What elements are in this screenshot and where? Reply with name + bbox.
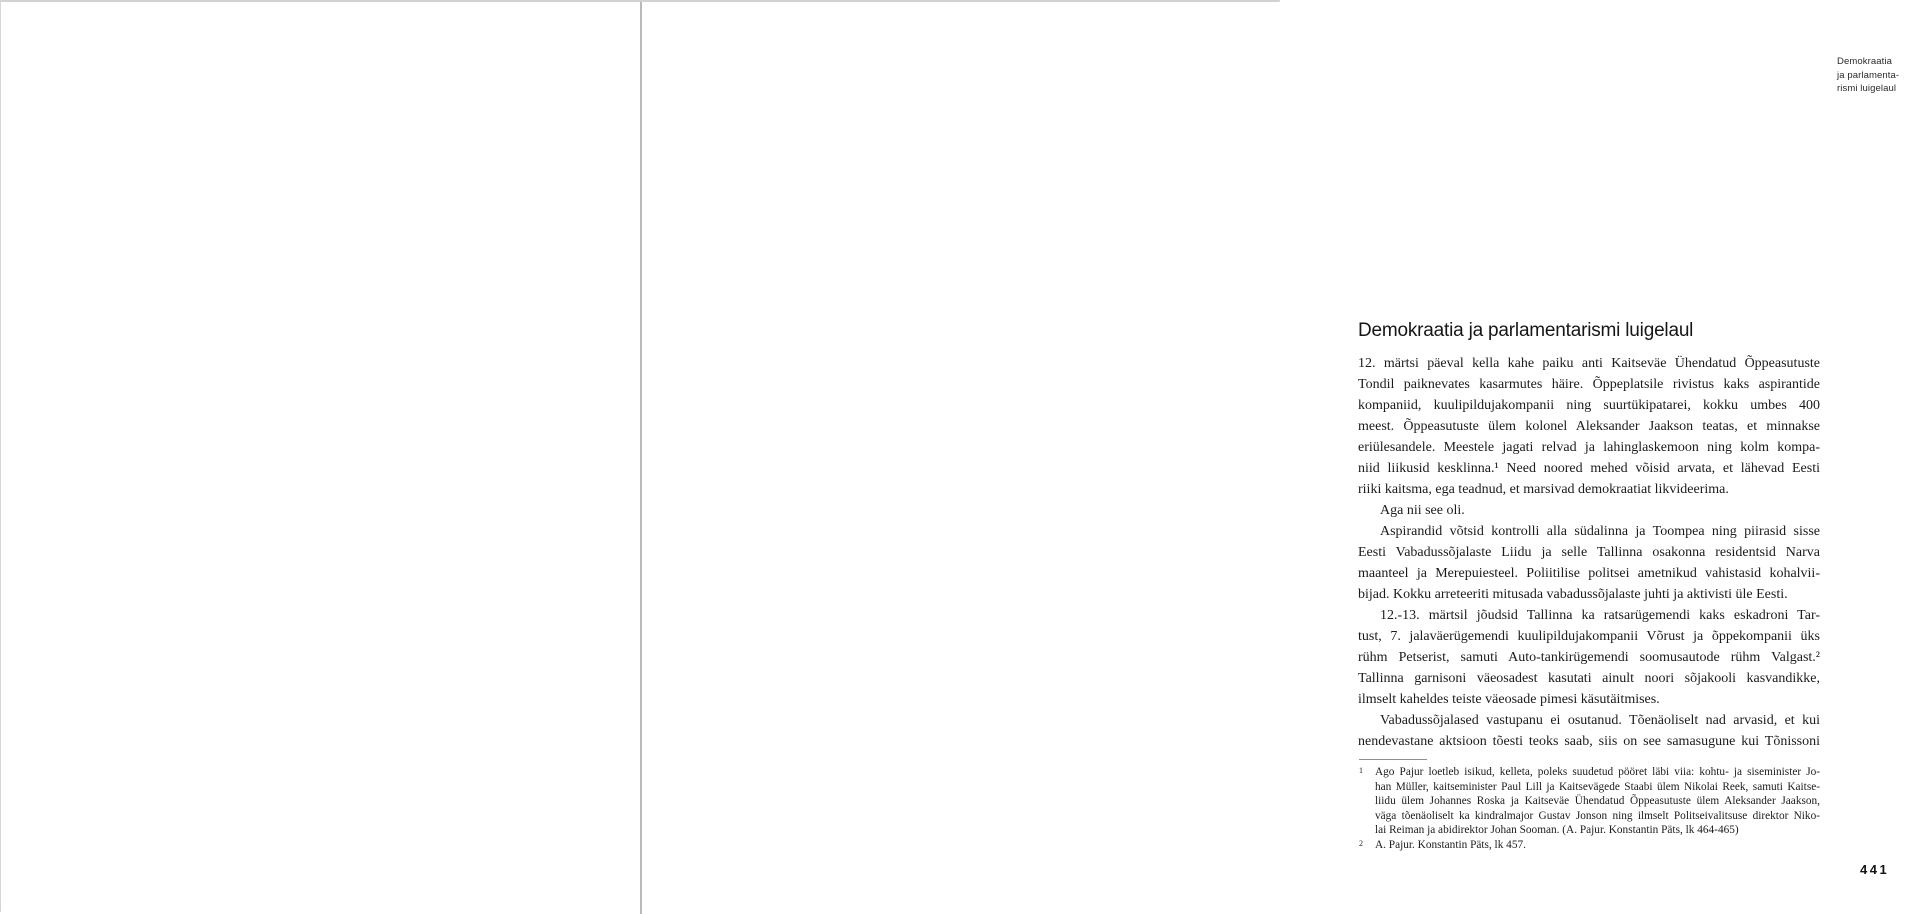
body-line: nendevastane aktsioon tõesti teoks saab, siis on see samasugune kui Tõnissoni: [1358, 734, 1820, 749]
body-line: Vabadussõjalased vastupanu ei osutanud. Tõenäoliselt nad arvasid, et kui: [1380, 713, 1820, 728]
footnote-line: väga tõenäoliselt ka kindralmajor Gustav Jonson ning ilmselt Politseivalitsuse direktor Niko-: [1375, 809, 1820, 822]
left-page: [1, 2, 640, 914]
footnote-line: han Müller, kaitseminister Paul Lill ja Kaitsevägede Staabi ülem Nikolai Reek, samuti Kaitse-: [1375, 780, 1820, 793]
section-heading: Demokraatia ja parlamentarismi luigelaul: [1358, 320, 1694, 341]
body-line: tust, 7. jalaväerügemendi kuulipildujakompanii Võrust ja õppekompanii üks: [1358, 629, 1820, 644]
footnote-line: Ago Pajur loetleb isikud, kelleta, poleks suudetud pööret läbi viia: kohtu- ja siseminister Jo-: [1375, 766, 1820, 778]
footnote-marker: 2: [1359, 838, 1363, 848]
page-number: 441: [1860, 862, 1890, 877]
footnote-line: liidu ülem Johannes Roska ja Kaitseväe Ühendatud Õppeasutuste ülem Aleksander Jaakson,: [1375, 795, 1820, 807]
body-line: Tallinna garnisoni väeosadest kasutati ainult noori sõjakooli kasvandikke,: [1358, 671, 1820, 686]
body-text: [1358, 353, 1820, 752]
body-line: 12.-13. märtsil jõudsid Tallinna ka ratsarügemendi kaks eskadroni Tar-: [1380, 608, 1820, 623]
footnote-line: lai Reiman ja abidirektor Johan Sooman. (A. Pajur. Konstantin Päts, lk 464-465): [1375, 824, 1739, 836]
body-line: riiki kaitsma, ega teadnud, et marsivad demokraatiat likvideerima.: [1358, 482, 1729, 497]
body-line: maanteel ja Merepuiesteel. Poliitilise politsei ametnikud vahistasid kohalvii-: [1358, 566, 1820, 581]
footnotes-block: [1358, 765, 1820, 852]
footnote-line: A. Pajur. Konstantin Päts, lk 457.: [1375, 838, 1526, 851]
margin-header-line: rismi luigelaul: [1837, 83, 1897, 94]
body-line: kompaniid, kuulipildujakompanii ning suurtükipatarei, kokku umbes 400: [1358, 398, 1820, 413]
body-line: Tondil paiknevates kasarmutes häire. Õppeplatsile rivistus kaks aspirantide: [1358, 377, 1820, 392]
footnote: [1358, 838, 1820, 853]
body-line: Aga nii see oli.: [1380, 503, 1465, 518]
footnote-marker: 1: [1359, 766, 1363, 775]
margin-header-line: ja parlamenta-: [1837, 69, 1900, 81]
body-line: rühm Petserist, samuti Auto-tankirügemendi soomusautode rühm Valgast.²: [1358, 650, 1820, 665]
body-line: Aspirandid võtsid kontrolli alla südalinna ja Toompea ning piirasid sisse: [1380, 524, 1820, 539]
body-line: bijad. Kokku arreteeriti mitusada vabadussõjalaste juhti ja aktivisti üle Eesti.: [1358, 587, 1788, 602]
body-line: ilmselt kaheldes teiste väeosade pimesi käsutäitmises.: [1358, 692, 1660, 707]
body-line: eriülesandele. Meestele jagati relvad ja lahinglaskemoon ning kolm kompa-: [1358, 440, 1820, 455]
right-page: [642, 2, 1900, 914]
body-line: Eesti Vabadussõjalaste Liidu ja selle Tallinna osakonna residentsid Narva: [1358, 545, 1820, 560]
body-line: niid liikusid kesklinna.¹ Need noored mehed võisid arvata, et lähevad Eesti: [1358, 461, 1820, 476]
footnote-rule: [1359, 759, 1427, 760]
margin-header-line: Demokraatia: [1837, 56, 1892, 67]
body-line: meest. Õppeasutuste ülem kolonel Aleksander Jaakson teatas, et minnakse: [1358, 419, 1820, 434]
body-line: 12. märtsi päeval kella kahe paiku anti Kaitseväe Ühendatud Õppeasutuste: [1358, 356, 1820, 371]
margin-header: [1837, 55, 1907, 96]
footnote: [1358, 765, 1820, 838]
